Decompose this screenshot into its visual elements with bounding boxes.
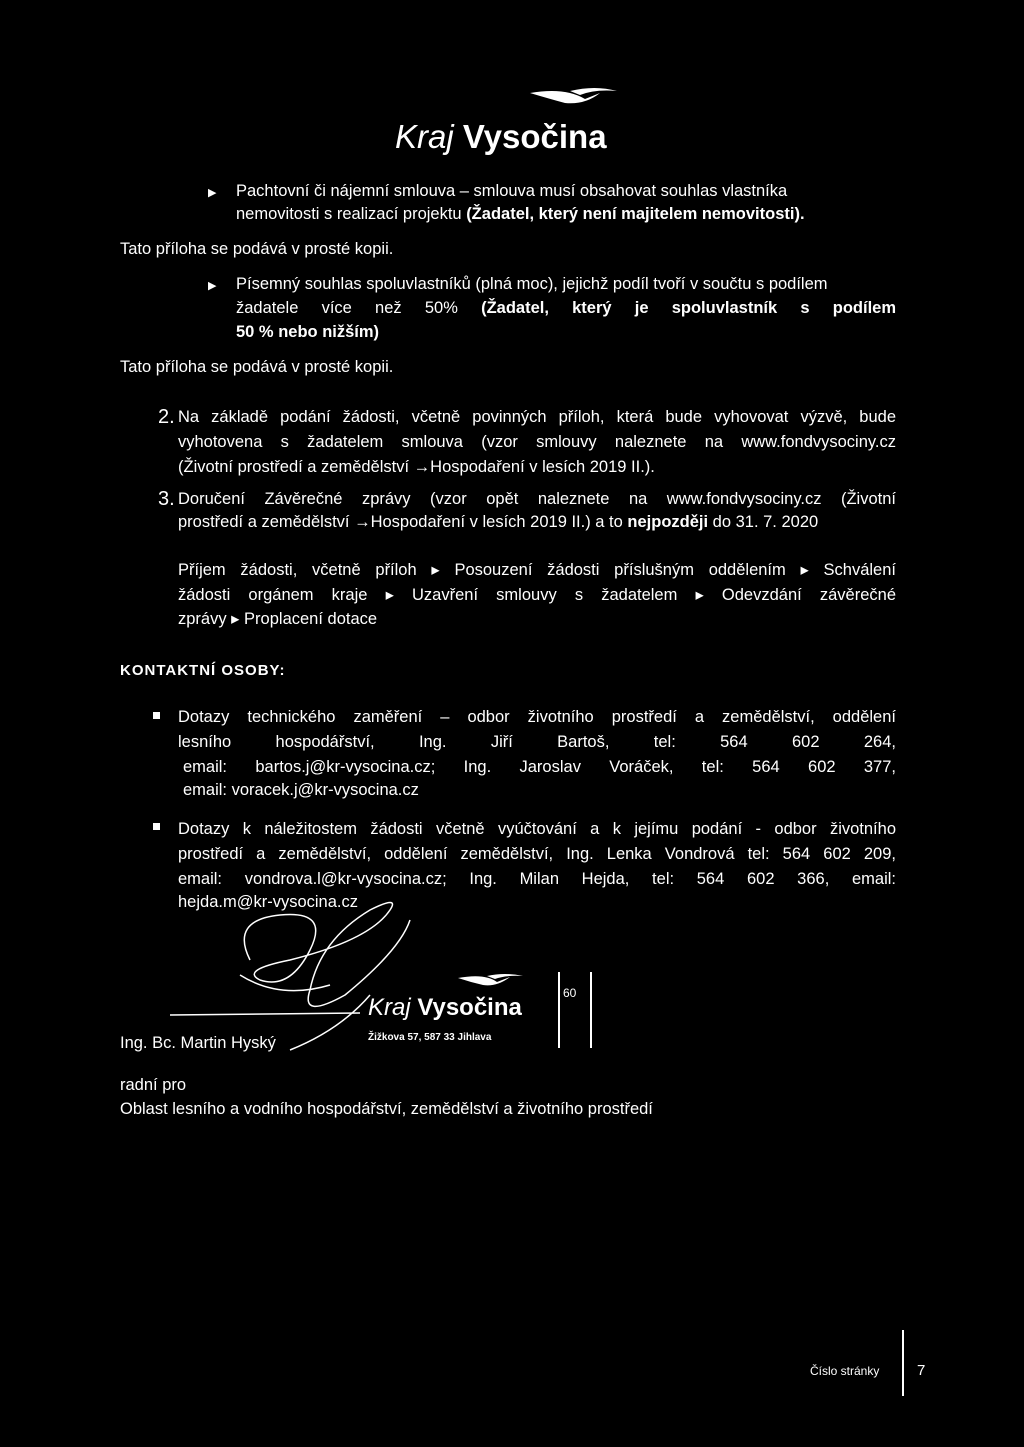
item-3-number: 3. [158,488,175,510]
bullet-b-line2 [236,297,896,319]
bullet-b-line1: Písemný souhlas spoluvlastníků (plná moc), jejichž podíl tvoří v součtu s podílem [236,275,828,293]
note-1: Tato příloha se podává v prosté kopii. [120,240,394,258]
item-3-line2-end: do 31. 7. 2020 [708,513,819,531]
signatory-area: Oblast lesního a vodního hospodářství, zemědělství a životního prostředí [120,1100,653,1118]
item-2-line2: vyhotovena s žadatelem smlouva (vzor smlouvy naleznete na www.fondvysociny.cz [178,433,896,451]
stamp-wordmark [368,994,522,1022]
bullet-b-line3 [236,321,379,343]
page-number-divider [902,1330,904,1396]
contact-2-line2: prostředí a zemědělství, oddělení zemědělství, Ing. Lenka Vondrová tel: 564 602 209, [178,845,896,863]
note-2: Tato příloha se podává v prosté kopii. [120,358,394,376]
header-logo [395,80,635,160]
logo-swoosh-icon [525,85,625,115]
contact-1-line4: email: voracek.j@kr-vysocina.cz [183,781,419,799]
signatory-name: Ing. Bc. Martin Hyský [120,1034,276,1052]
stamp-address: Žižkova 57, 587 33 Jihlava [368,1032,492,1043]
flow-line2: žádosti orgánem kraje ▸ Uzavření smlouvy s žadatelem ▸ Odevzdání závěrečné [178,586,896,604]
contact-2-line3: email: vondrova.l@kr-vysocina.cz; Ing. Milan Hejda, tel: 564 602 366, email: [178,870,896,888]
contact-2-bullet-icon [153,823,160,830]
stamp-number: 60 [563,986,577,1000]
bullet-b-line2-plain: žadatele více než 50% [236,299,482,317]
stamp-vysocina: Vysočina [417,994,522,1021]
bullet-b-line2-bold: (Žadatel, který je spoluvlastník s podílem [481,299,896,317]
bullet-a-line2-plain: nemovitosti s realizací projektu [236,205,467,223]
stamp-number-box [558,972,592,1048]
official-stamp [360,972,550,1052]
bullet-a-line2 [236,203,805,225]
item-3-line2-plain: prostředí a zemědělství →Hospodaření v lesích 2019 II.) a to [178,513,628,531]
page-number-label: Číslo stránky [810,1364,880,1378]
item-3-deadline-bold: nejpozději [627,513,709,531]
item-2-line1: Na základě podání žádosti, včetně povinných příloh, která bude vyhovovat výzvě, bude [178,408,896,426]
logo-kraj: Kraj [395,118,454,155]
page-number: 7 [917,1362,926,1379]
stamp-swoosh-icon [455,972,525,994]
contact-1-bullet-icon [153,712,160,719]
contact-2-line4: hejda.m@kr-vysocina.cz [178,893,358,911]
logo-vysocina: Vysočina [462,118,607,155]
bullet-a-marker: ▶ [208,187,217,199]
item-3-line2 [178,511,818,533]
bullet-a-line1: Pachtovní či nájemní smlouva – smlouva musí obsahovat souhlas vlastníka [236,182,788,200]
stamp-kraj: Kraj [368,994,411,1021]
contacts-heading: KONTAKTNÍ OSOBY: [120,662,286,679]
item-2-line3: (Životní prostředí a zemědělství →Hospodaření v lesích 2019 II.). [178,458,655,476]
contact-1-line2: lesního hospodářství, Ing. Jiří Bartoš, tel: 564 602 264, [178,733,896,751]
contact-1-line1: Dotazy technického zaměření – odbor životního prostředí a zemědělství, oddělení [178,708,896,726]
flow-line1: Příjem žádosti, včetně příloh ▸ Posouzení žádosti příslušným oddělením ▸ Schválení [178,561,896,579]
logo-wordmark [395,118,607,156]
bullet-b-line3-bold: 50 % nebo nižším) [236,323,380,341]
item-2-number: 2. [158,406,175,428]
bullet-a-line2-bold: (Žadatel, který není majitelem nemovitosti). [466,205,805,223]
item-3-line1: Doručení Závěrečné zprávy (vzor opět naleznete na www.fondvysociny.cz (Životní [178,490,896,508]
contact-1-line3: email: bartos.j@kr-vysocina.cz; Ing. Jaroslav Voráček, tel: 564 602 377, [183,758,896,776]
bullet-b-marker: ▶ [208,280,217,292]
flow-line3: zprávy ▸ Proplacení dotace [178,610,378,628]
contact-2-line1: Dotazy k náležitostem žádosti včetně vyúčtování a k jejímu podání - odbor životního [178,820,896,838]
signatory-role: radní pro [120,1076,187,1094]
